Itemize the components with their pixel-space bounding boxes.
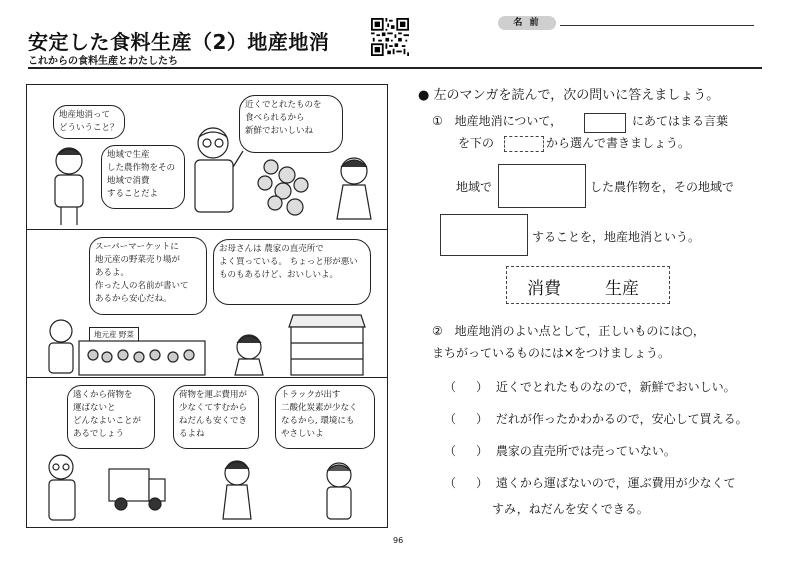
panel-divider <box>27 229 387 230</box>
speech-bubble: スーパーマーケットに 地元産の野菜売り場が あるよ。 作った人の名前が書いて あるから安心だね。 <box>89 237 207 315</box>
q2-item-1: （ ） 近くでとれたものなので，新鮮でおいしい。 <box>444 380 736 394</box>
speech-bubble: トラックが出す 二酸化炭素が少なく なるから, 環境にも やさしいよ <box>275 385 375 449</box>
page-title: 安定した食料生産（2）地産地消 <box>28 30 330 54</box>
q2-item-4-continued: すみ，ねだんを安くできる。 <box>492 502 649 516</box>
page-number: 96 <box>393 536 404 545</box>
choice-word: 生産 <box>605 279 639 299</box>
speech-bubble: 近くでとれたものを 食べられるから 新鮮でおいしいね <box>239 95 343 153</box>
answer-paren-open[interactable]: （ <box>444 412 457 426</box>
speech-bubble: お母さんは 農家の直売所で よく買っている。 ちょっと形が悪い ものもあるけど、おいしいよ。 <box>213 239 371 305</box>
panel-divider <box>27 377 387 378</box>
word-choices-box <box>506 266 670 304</box>
fill-sentence-end: することを，地産地消という。 <box>532 230 701 244</box>
answer-box-2[interactable] <box>440 214 528 256</box>
speech-bubble: 地域で生産 した農作物をその 地域で消費 することだよ <box>101 145 185 209</box>
speech-bubble: 荷物を運ぶ費用が 少なくてすむから ねだんも安くでき るよね <box>173 385 259 449</box>
speech-bubble: 遠くから荷物を 運ばないと どんなよいことが あるでしょう <box>67 385 155 449</box>
choice-word: 消費 <box>527 279 561 299</box>
answer-paren-open[interactable]: （ <box>444 380 457 394</box>
example-blank-box <box>584 113 626 133</box>
q2-item-2: （ ） だれが作ったかわかるので，安心して買える。 <box>444 412 748 426</box>
q1-line2-a: を下の <box>458 136 495 150</box>
q1-line2-b: から選んで書きましょう。 <box>546 136 691 150</box>
answer-paren-open[interactable]: （ <box>444 444 457 458</box>
q2-line1: ② 地産地消のよい点として，正しいものには○， <box>432 324 705 338</box>
speech-bubble: 地産地消って どういうこと？ <box>53 105 125 139</box>
panel1-illustration <box>27 85 387 229</box>
q2-number: ② <box>432 324 443 338</box>
answer-box-1[interactable] <box>498 164 586 208</box>
page-subtitle: これからの食料生産とわたしたち <box>28 56 178 67</box>
panel3-illustration <box>27 379 387 525</box>
name-label: 名 前 <box>498 16 556 30</box>
example-dashed-box <box>504 136 544 152</box>
q2-item-3: （ ） 農家の直売所では売っていない。 <box>444 444 676 458</box>
qr-code-icon[interactable] <box>371 18 409 56</box>
name-field[interactable] <box>560 25 754 26</box>
store-sign: 地元産 野菜 <box>89 327 139 342</box>
q1-line1-rest: にあてはまる言葉 <box>632 114 729 128</box>
comic-strip <box>26 84 388 528</box>
q1-line1: ① 地産地消について， <box>432 114 563 128</box>
q2-item-4: （ ） 遠くから運ばないので，運ぶ費用が少なくて <box>444 476 736 490</box>
q1-number: ① <box>432 114 443 128</box>
q2-line2: まちがっているものには×をつけましょう。 <box>432 346 671 360</box>
header-divider <box>28 67 762 69</box>
fill-sentence-middle: した農作物を，その地域で <box>590 180 735 194</box>
panel2-illustration <box>27 231 387 376</box>
fill-sentence-start: 地域で <box>456 180 493 194</box>
answer-paren-open[interactable]: （ <box>444 476 457 490</box>
main-instruction: ● 左のマンガを読んで，次の問いに答えましょう。 <box>418 88 720 103</box>
